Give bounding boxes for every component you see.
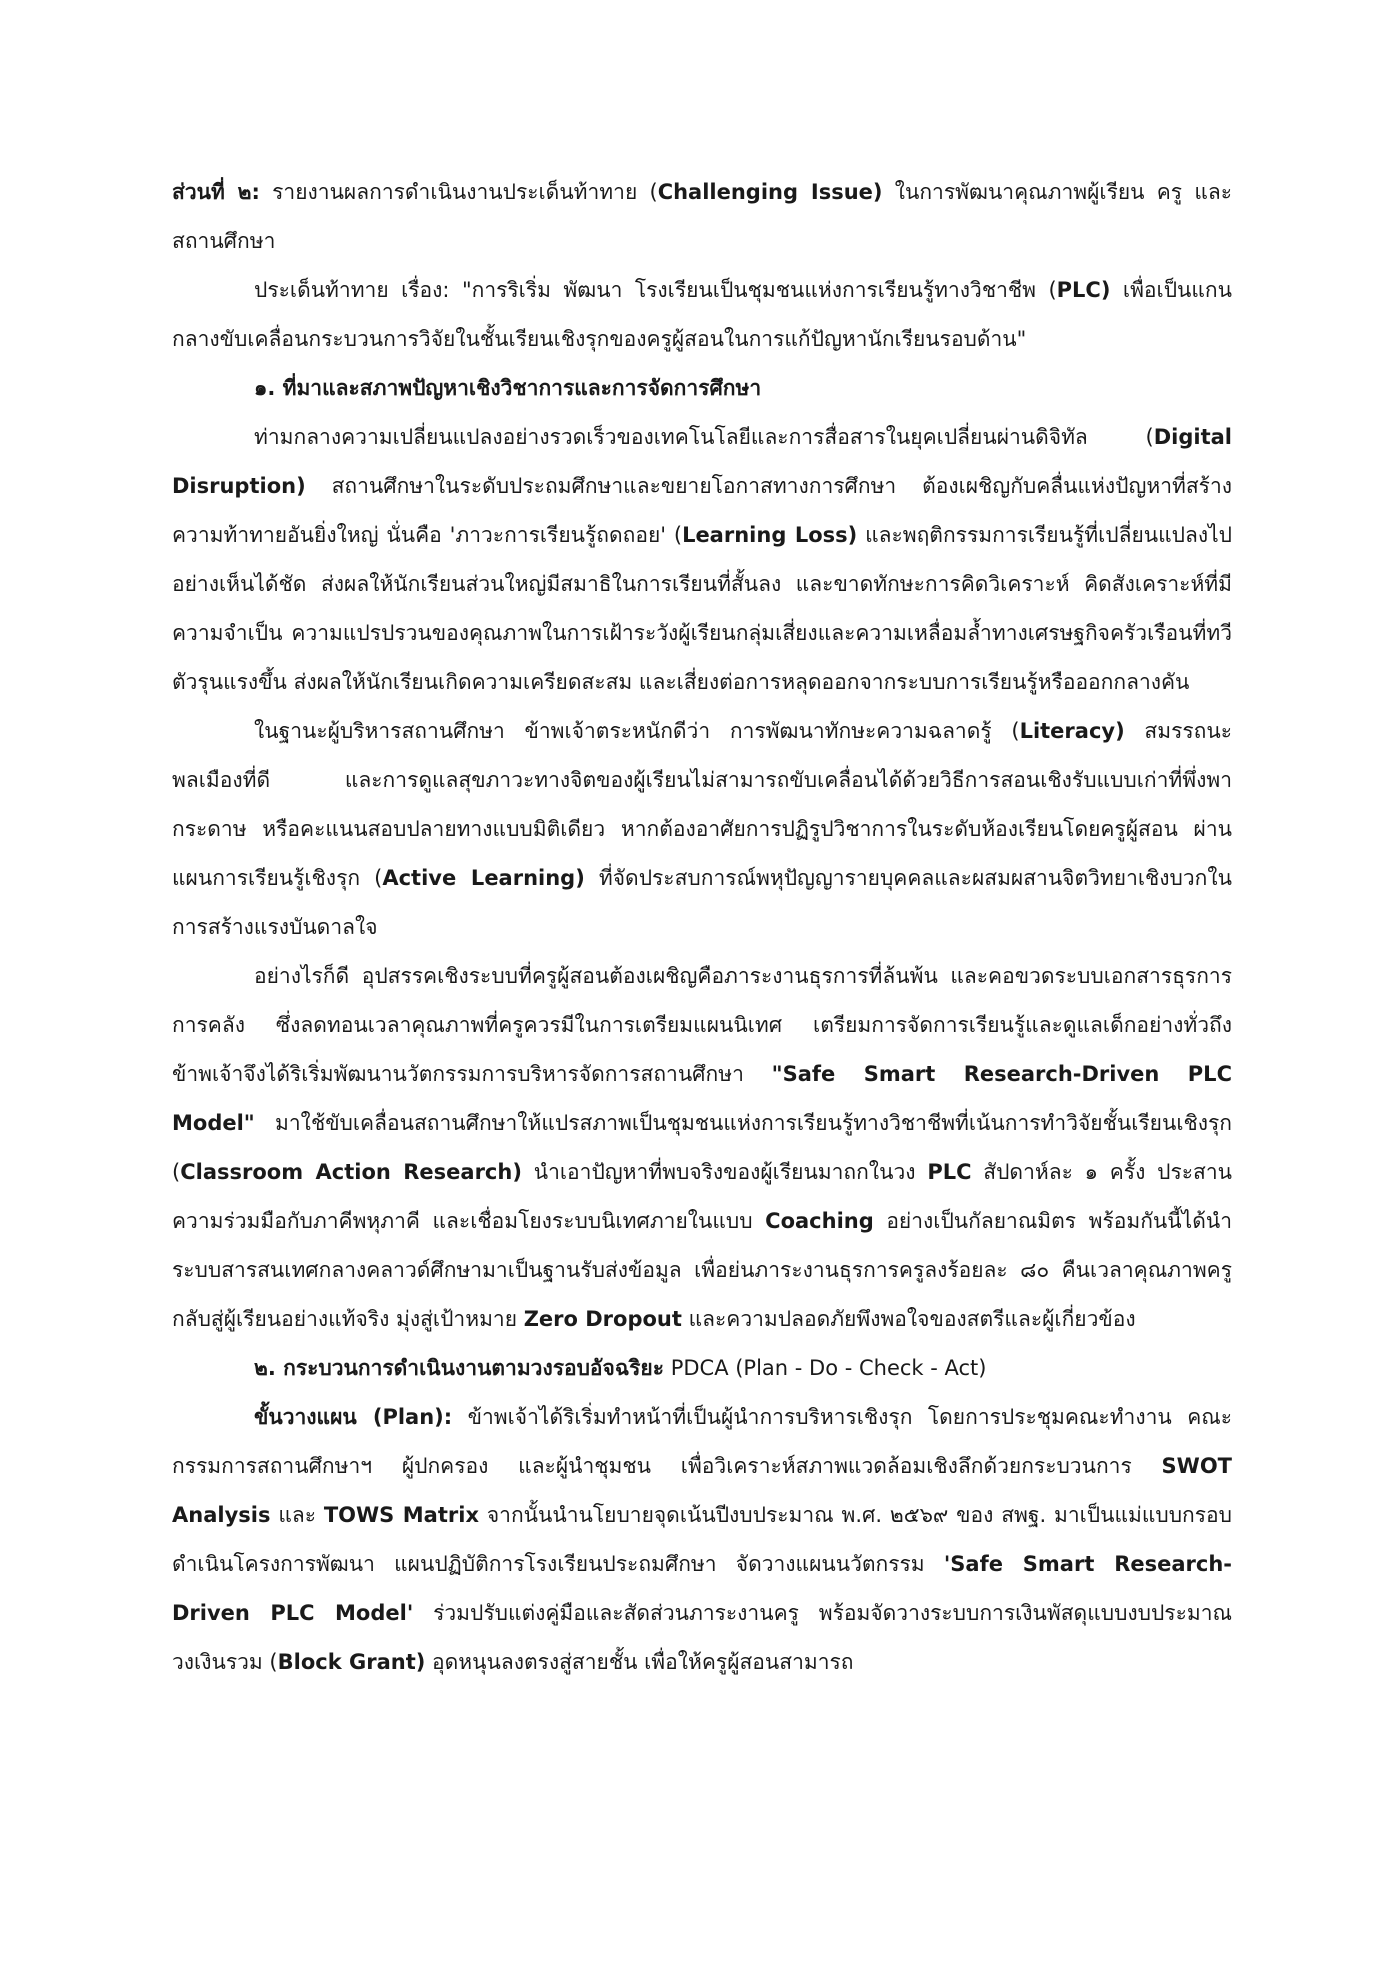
text-run: อุดหนุนลงตรงสู่สายชั้น เพื่อให้ครูผู้สอนสามารถ: [425, 1650, 854, 1674]
text-run-bold: "Safe Smart Research-Driven PLC Model": [172, 1062, 1232, 1135]
text-run: PDCA (Plan - Do - Check - Act): [664, 1356, 987, 1380]
body-paragraph: [172, 707, 1232, 952]
text-run-bold: ขั้นวางแผน (Plan):: [254, 1405, 453, 1429]
text-run-bold: Literacy): [1019, 719, 1125, 743]
body-paragraph: [172, 952, 1232, 1344]
body-paragraph: [172, 1393, 1232, 1687]
section-label: ส่วนที่ ๒:: [172, 180, 260, 204]
text-run: และความปลอดภัยพึงพอใจของสตรีและผู้เกี่ยวข้อง: [681, 1307, 1136, 1331]
subheading-pdca: [172, 1344, 1232, 1393]
challenge-topic-paragraph: [172, 266, 1232, 364]
text-run-bold: Learning Loss): [682, 523, 858, 547]
text-run-bold: Digital Disruption): [172, 425, 1232, 498]
text-run: อย่างไรก็ดี อุปสรรคเชิงระบบที่ครูผู้สอนต้องเผชิญคือภาระงานธุรการที่ล้นพ้น และคอขวดระบบเอกสารธุรการการคลัง ซึ่งลดทอนเวลาคุณภาพที่ครูควรมีในการเตรียมแผนนิเทศ เตรียมการจัดการเรียนรู้และดูแลเด็กอย่างทั่วถึง ข้าพเจ้าจึงได้ริเริ่มพัฒนานวัตกรรมการบริหารจัดการสถานศึกษา: [172, 964, 1232, 1086]
text-run: นำเอาปัญหาที่พบจริงของผู้เรียนมาถกในวง: [521, 1160, 928, 1184]
text-run: ในการพัฒนาคุณภาพผู้เรียน ครู และสถานศึกษา: [172, 180, 1233, 253]
text-run: รายงานผลการดำเนินงานประเด็นท้าทาย (: [259, 180, 658, 204]
text-run: ท่ามกลางความเปลี่ยนแปลงอย่างรวดเร็วของเทคโนโลยีและการสื่อสารในยุคเปลี่ยนผ่านดิจิทัล (: [254, 425, 1154, 449]
text-run-bold: SWOT Analysis: [172, 1454, 1232, 1527]
text-run-bold: Zero Dropout: [523, 1307, 682, 1331]
text-run-bold: PLC: [927, 1160, 972, 1184]
text-run-bold: Classroom Action Research): [180, 1160, 522, 1184]
subheading-text: ๑. ที่มาและสภาพปัญหาเชิงวิชาการและการจัดการศึกษา: [254, 376, 762, 400]
section-heading-paragraph: [172, 168, 1232, 266]
subheading-background: [172, 364, 1232, 413]
text-run-bold: Challenging Issue): [657, 180, 883, 204]
text-run-bold: Block Grant): [277, 1650, 426, 1674]
text-run: ร่วมปรับแต่งคู่มือและสัดส่วนภาระงานครู พร้อมจัดวางระบบการเงินพัสดุแบบงบประมาณวงเงินรวม (: [172, 1601, 1232, 1674]
text-run: สถานศึกษาในระดับประถมศึกษาและขยายโอกาสทางการศึกษา ต้องเผชิญกับคลื่นแห่งปัญหาที่สร้างความท้าทายอันยิ่งใหญ่ นั่นคือ 'ภาวะการเรียนรู้ถดถอย' (: [172, 474, 1232, 547]
text-run-bold: Active Learning): [382, 866, 585, 890]
text-run-bold: PLC): [1056, 278, 1111, 302]
text-run-bold: Coaching: [765, 1209, 874, 1233]
text-run: สมรรถนะพลเมืองที่ดี และการดูแลสุขภาวะทางจิตของผู้เรียนไม่สามารถขับเคลื่อนได้ด้วยวิธีการสอนเชิงรับแบบเก่าที่พึ่งพากระดาษ หรือคะแนนสอบปลายทางแบบมิติเดียว หากต้องอาศัยการปฏิรูปวิชาการในระดับห้องเรียนโดยครูผู้สอน ผ่านแผนการเรียนรู้เชิงรุก (: [172, 719, 1232, 890]
text-run: จากนั้นนำนโยบายจุดเน้นปีงบประมาณ พ.ศ. ๒๕๖๙ ของ สพฐ. มาเป็นแม่แบบกรอบดำเนินโครงการพัฒนา แผนปฏิบัติการโรงเรียนประถมศึกษา จัดวางแผนนวัตกรรม: [172, 1503, 1232, 1576]
text-run: ที่จัดประสบการณ์พหุปัญญารายบุคคลและผสมผสานจิตวิทยาเชิงบวกในการสร้างแรงบันดาลใจ: [172, 866, 1232, 939]
text-run: เพื่อเป็นแกนกลางขับเคลื่อนกระบวนการวิจัยในชั้นเรียนเชิงรุกของครูผู้สอนในการแก้ปัญหานักเรียนรอบด้าน": [172, 278, 1232, 351]
text-run: มาใช้ขับเคลื่อนสถานศึกษาให้แปรสภาพเป็นชุมชนแห่งการเรียนรู้ทางวิชาชีพที่เน้นการทำวิจัยชั้นเรียนเชิงรุก (: [172, 1111, 1232, 1184]
subheading-text: ๒. กระบวนการดำเนินงานตามวงรอบอัจฉริยะ: [254, 1356, 665, 1380]
text-run-bold: 'Safe Smart Research-Driven PLC Model': [172, 1552, 1232, 1625]
text-run-bold: TOWS Matrix: [323, 1503, 479, 1527]
document-page: [172, 168, 1232, 1687]
text-run: สัปดาห์ละ ๑ ครั้ง ประสานความร่วมมือกับภาคีพหุภาคี และเชื่อมโยงระบบนิเทศภายในแบบ: [172, 1160, 1232, 1233]
text-run: ประเด็นท้าทาย เรื่อง: "การริเริ่ม พัฒนา โรงเรียนเป็นชุมชนแห่งการเรียนรู้ทางวิชาชีพ (: [254, 278, 1057, 302]
text-run: และพฤติกรรมการเรียนรู้ที่เปลี่ยนแปลงไปอย่างเห็นได้ชัด ส่งผลให้นักเรียนส่วนใหญ่มีสมาธิในการเรียนที่สั้นลง และขาดทักษะการคิดวิเคราะห์ คิดสังเคราะห์ที่มีความจำเป็น ความแปรปรวนของคุณภาพในการเฝ้าระวังผู้เรียนกลุ่มเสี่ยงและความเหลื่อมล้ำทางเศรษฐกิจครัวเรือนที่ทวีตัวรุนแรงขึ้น ส่งผลให้นักเรียนเกิดความเครียดสะสม และเสี่ยงต่อการหลุดออกจากระบบการเรียนรู้หรือออกกลางคัน: [172, 523, 1233, 694]
text-run: อย่างเป็นกัลยาณมิตร พร้อมกันนี้ได้นำระบบสารสนเทศกลางคลาวด์ศึกษามาเป็นฐานรับส่งข้อมูล เพื่อย่นภาระงานธุรการครูลงร้อยละ ๘๐ คืนเวลาคุณภาพครูกลับสู่ผู้เรียนอย่างแท้จริง มุ่งสู่เป้าหมาย: [172, 1209, 1232, 1331]
text-run: และ: [270, 1503, 324, 1527]
text-run: ในฐานะผู้บริหารสถานศึกษา ข้าพเจ้าตระหนักดีว่า การพัฒนาทักษะความฉลาดรู้ (: [254, 719, 1020, 743]
body-paragraph: [172, 413, 1232, 707]
text-run: ข้าพเจ้าได้ริเริ่มทำหน้าที่เป็นผู้นำการบริหารเชิงรุก โดยการประชุมคณะทำงาน คณะกรรมการสถานศึกษาฯ ผู้ปกครอง และผู้นำชุมชน เพื่อวิเคราะห์สภาพแวดล้อมเชิงลึกด้วยกระบวนการ: [172, 1405, 1232, 1478]
